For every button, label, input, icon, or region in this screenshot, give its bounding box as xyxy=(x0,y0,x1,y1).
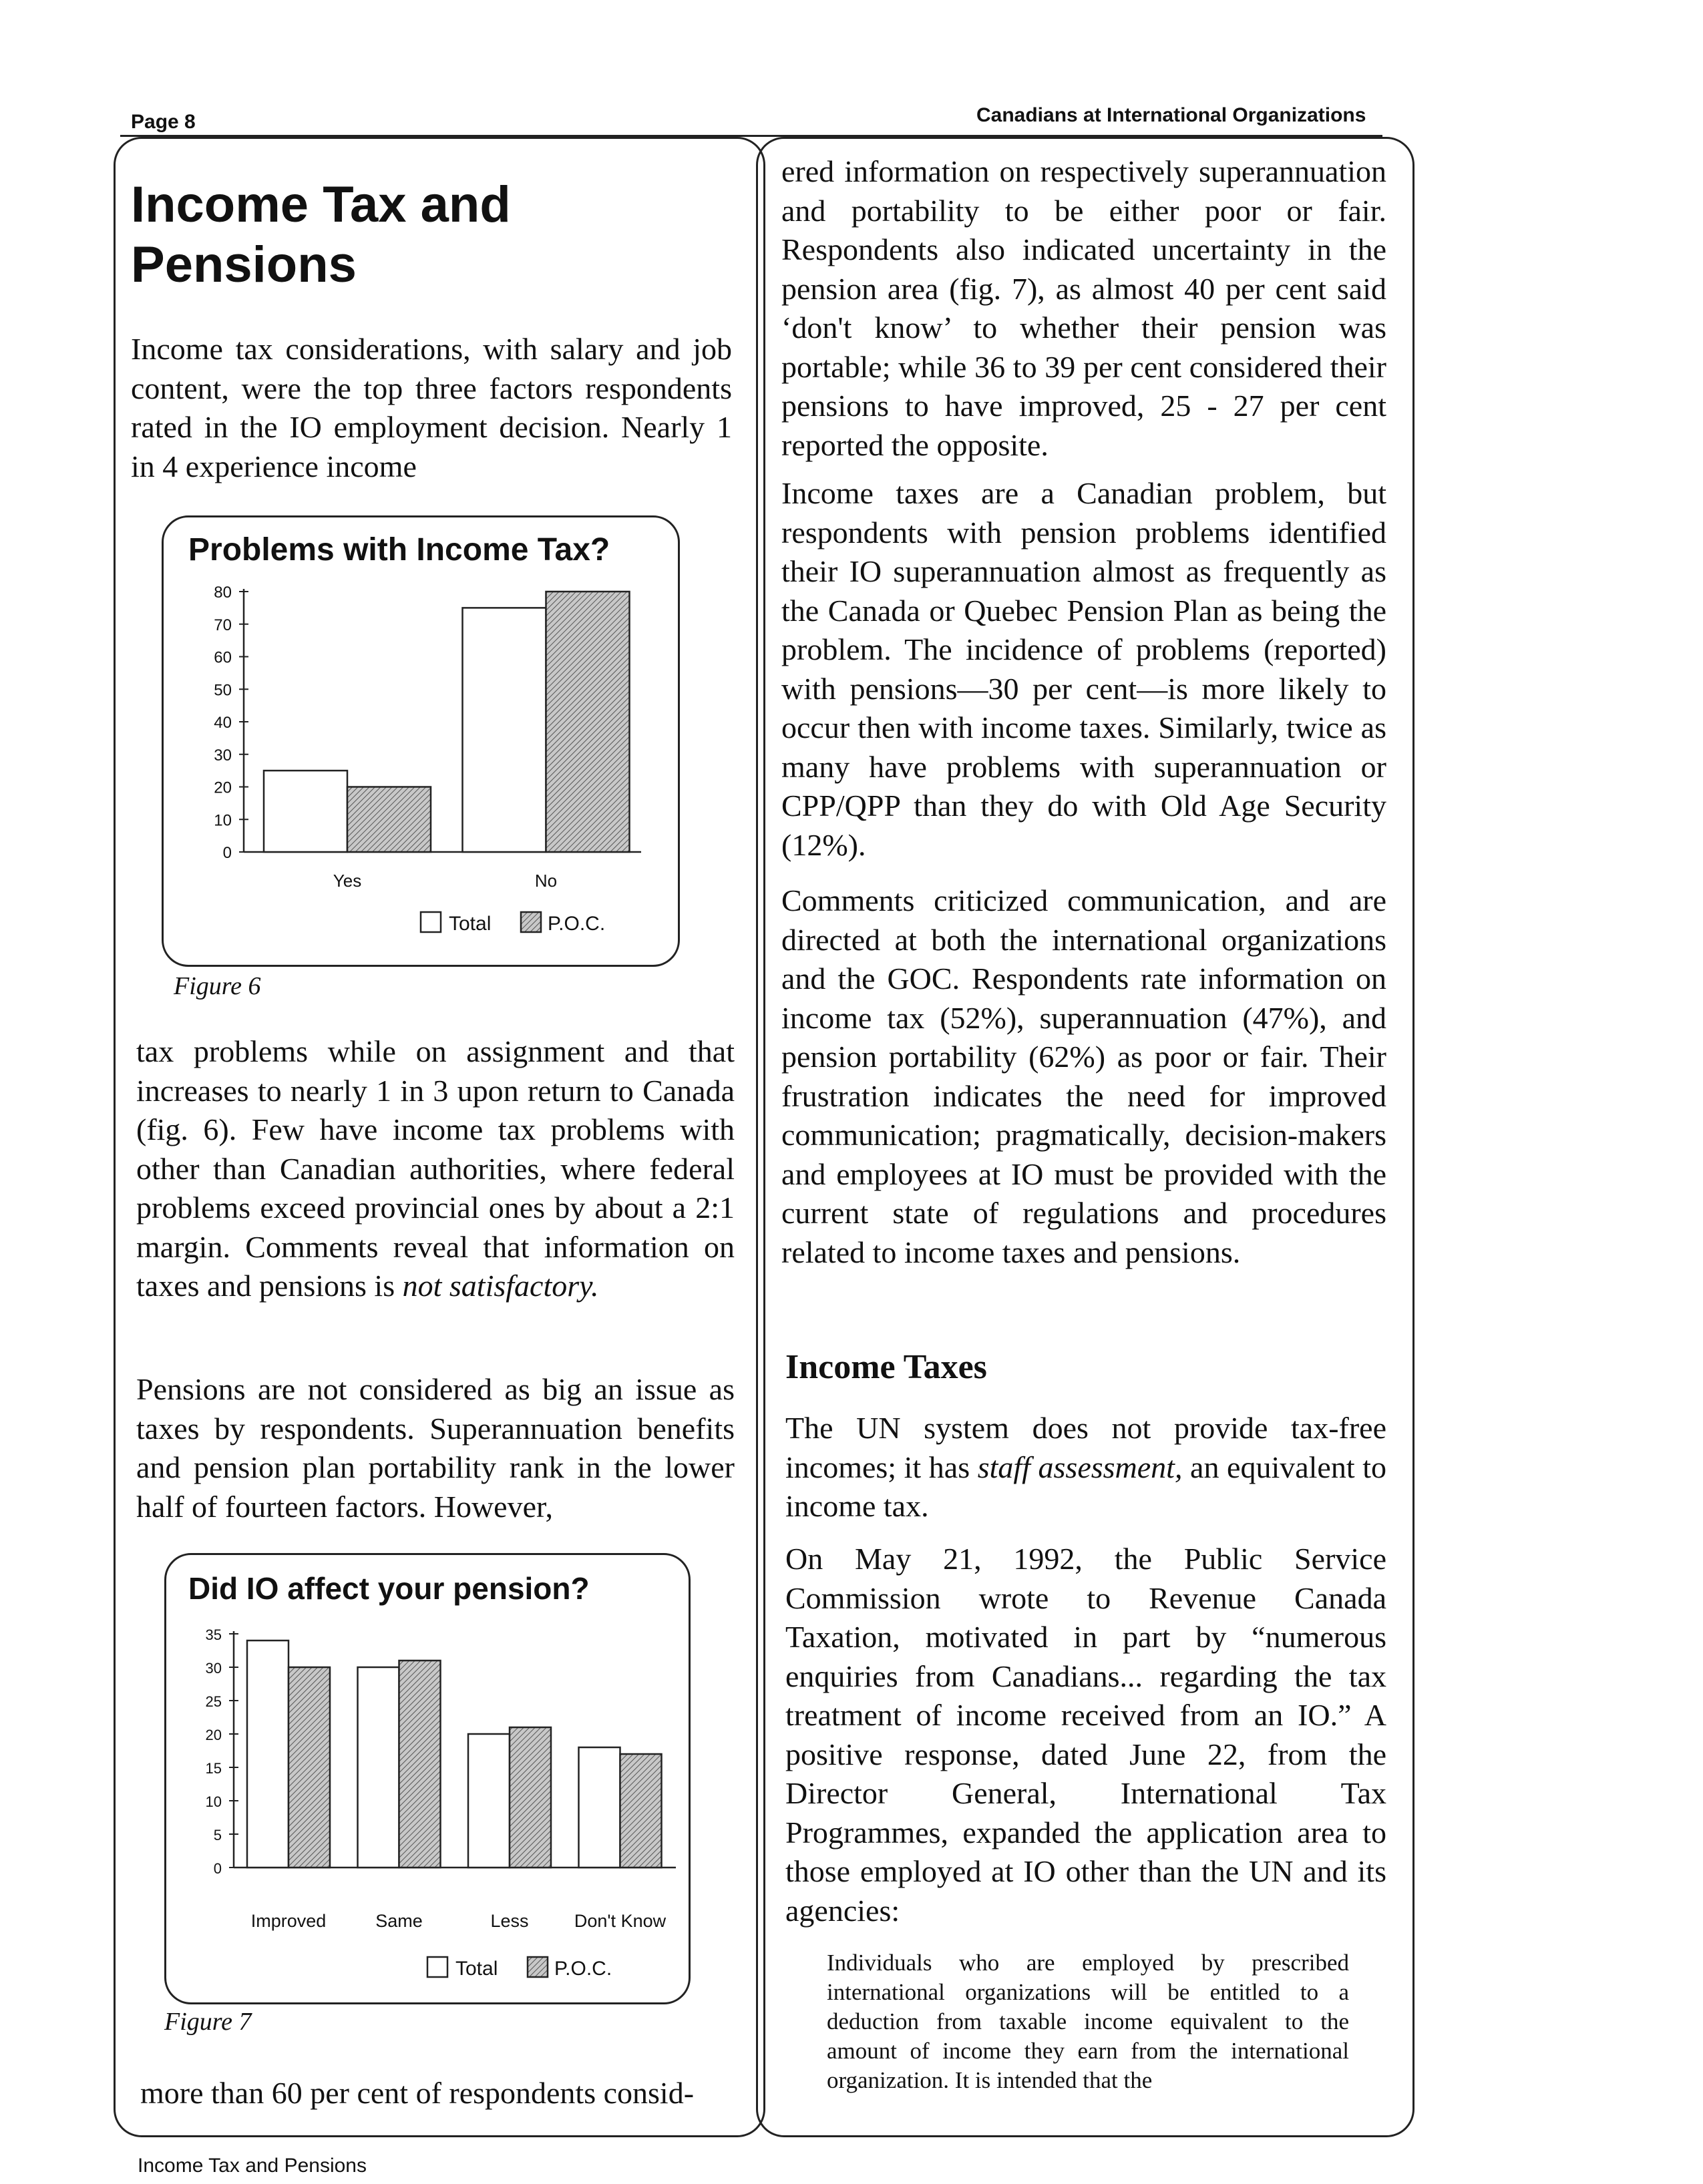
chart-legend xyxy=(427,1957,612,1980)
bar-total-no xyxy=(463,608,546,852)
right-paragraph-4-text-b: an equivalent to income tax. xyxy=(785,1450,1386,1523)
legend-label-total: Total xyxy=(449,913,492,935)
figure7-caption: Figure 7 xyxy=(164,2008,252,2036)
legend-swatch-total xyxy=(421,912,441,932)
section-heading xyxy=(131,175,511,295)
running-header-title: Canadians at International Organizations xyxy=(976,104,1366,126)
figure6-chart xyxy=(174,574,668,935)
bar-poc-improved xyxy=(289,1667,330,1868)
y-tick-label: 40 xyxy=(214,714,232,732)
y-tick-label: 60 xyxy=(214,648,232,667)
right-paragraph-4-text-a: The UN system does not provide tax-free incomes; it has xyxy=(785,1411,1386,1484)
bar-total-same xyxy=(358,1667,399,1868)
bar-total-improved xyxy=(247,1641,289,1868)
category-label: Improved xyxy=(250,1911,327,1931)
y-tick-label: 30 xyxy=(214,746,232,765)
y-tick-label: 80 xyxy=(214,584,232,602)
y-tick-label: 10 xyxy=(214,811,232,830)
right-paragraph-2: Income taxes are a Canadian problem, but respondents with pension problems identified their IO superannuation almost as frequently as the Canada or Quebec Pension Plan as being the problem. The incidence of problems (reported) with pensions—30 per cent—is more likely to occur then with income taxes. Similarly, twice as many have problems with superannuation or CPP/QPP than they do with Old Age Security (12%). xyxy=(781,476,1386,862)
subheading-income-taxes: Income Taxes xyxy=(785,1348,987,1386)
page-number: Page 8 xyxy=(131,111,196,133)
right-paragraph-4-emphasis: staff assessment, xyxy=(977,1450,1183,1484)
y-tick-label: 20 xyxy=(205,1727,222,1743)
figure6-chart-title: Problems with Income Tax? xyxy=(188,532,610,568)
y-tick-label: 15 xyxy=(205,1760,222,1777)
y-tick-label: 30 xyxy=(205,1660,222,1677)
bar-total-less xyxy=(468,1734,510,1868)
figure7-chart xyxy=(174,1612,681,1993)
y-tick-label: 10 xyxy=(205,1793,222,1810)
section-heading-line1: Income Tax and xyxy=(131,176,511,233)
quoted-passage: Individuals who are employed by prescribed international organizations will be entitled to a deduction from taxable income equivalent to the amount of income they earn from the international organization. It is intended that the xyxy=(827,1950,1349,2093)
left-paragraph-1: Income tax considerations, with salary and job content, were the top three factors respondents rated in the IO employment decision. Nearly 1 in 4 experience income xyxy=(131,332,732,483)
category-label: Yes xyxy=(333,871,362,891)
legend-label-poc: P.O.C. xyxy=(548,913,606,935)
figure6-caption: Figure 6 xyxy=(174,972,261,1000)
right-paragraph-5: On May 21, 1992, the Public Service Commission wrote to Revenue Canada Taxation, motivated in part by “numerous enquiries from Canadians... regarding the tax treatment of income received from an IO.” A positive response, dated June 22, from the Director General, International Tax Programmes, expanded the application area to those employed at IO other than the UN and its agencies: xyxy=(785,1542,1386,1928)
right-paragraph-1: ered information on respectively superannuation and portability to be either poor or fair. Respondents also indicated uncertainty in the pension area (fig. 7), as almost 40 per cent said ‘don't know’ to whether their pension was portable; while 36 to 39 per cent considered their pensions to have improved, 25 - 27 per cent reported the opposite. xyxy=(781,154,1386,462)
y-tick-label: 20 xyxy=(214,779,232,797)
section-heading-line2: Pensions xyxy=(131,236,357,293)
left-paragraph-2 xyxy=(136,1032,735,1306)
y-tick-label: 35 xyxy=(205,1626,222,1643)
y-tick-label: 70 xyxy=(214,616,232,634)
right-paragraph-4 xyxy=(785,1409,1386,1526)
y-tick-label: 25 xyxy=(205,1693,222,1710)
footer-section-label: Income Tax and Pensions xyxy=(138,2155,367,2177)
y-tick-label: 0 xyxy=(213,1860,222,1877)
category-label: Less xyxy=(490,1911,529,1931)
bar-total-don-t-know xyxy=(579,1747,620,1868)
left-paragraph-3: Pensions are not considered as big an issue as taxes by respondents. Superannuation benefits and pension plan portability rank in the lower half of fourteen factors. However, xyxy=(136,1372,735,1524)
bar-poc-no xyxy=(546,592,630,852)
right-paragraph-3: Comments criticized communication, and are directed at both the international organizations and the GOC. Respondents rate information on income tax (52%), superannuation (47%), and pension portability (62%) as poor or fair. Their frustration indicates the need for improved communication; pragmatically, decision-makers and employees at IO must be provided with the current state of regulations and procedures related to income taxes and pensions. xyxy=(781,883,1386,1269)
legend-label-total: Total xyxy=(455,1958,498,1980)
category-label: Don't Know xyxy=(574,1911,667,1931)
legend-swatch-total xyxy=(427,1957,447,1977)
left-paragraph-2-text: tax problems while on assignment and that increases to nearly 1 in 3 upon return to Canada (fig. 6). Few have income tax problems with other than Canadian authorities, where federal problems exceed provincial ones by about a 2:1 margin. Comments reveal that information on taxes and pensions is xyxy=(136,1034,735,1303)
legend-swatch-poc xyxy=(528,1957,548,1977)
chart-legend xyxy=(421,912,605,935)
bar-poc-less xyxy=(510,1727,551,1868)
category-label: Same xyxy=(375,1911,423,1931)
y-tick-label: 50 xyxy=(214,681,232,700)
bar-total-yes xyxy=(264,771,347,852)
legend-label-poc: P.O.C. xyxy=(554,1958,612,1980)
bar-poc-don-t-know xyxy=(620,1754,662,1868)
legend-swatch-poc xyxy=(521,912,541,932)
category-label: No xyxy=(534,871,558,891)
y-tick-label: 5 xyxy=(213,1827,222,1843)
left-paragraph-2-emphasis: not satisfactory. xyxy=(402,1269,599,1303)
figure7-chart-title: Did IO affect your pension? xyxy=(188,1571,590,1606)
bar-poc-same xyxy=(399,1661,441,1868)
y-tick-label: 0 xyxy=(222,844,232,862)
bar-poc-yes xyxy=(347,787,431,853)
left-paragraph-4: more than 60 per cent of respondents consid- xyxy=(140,2076,695,2110)
